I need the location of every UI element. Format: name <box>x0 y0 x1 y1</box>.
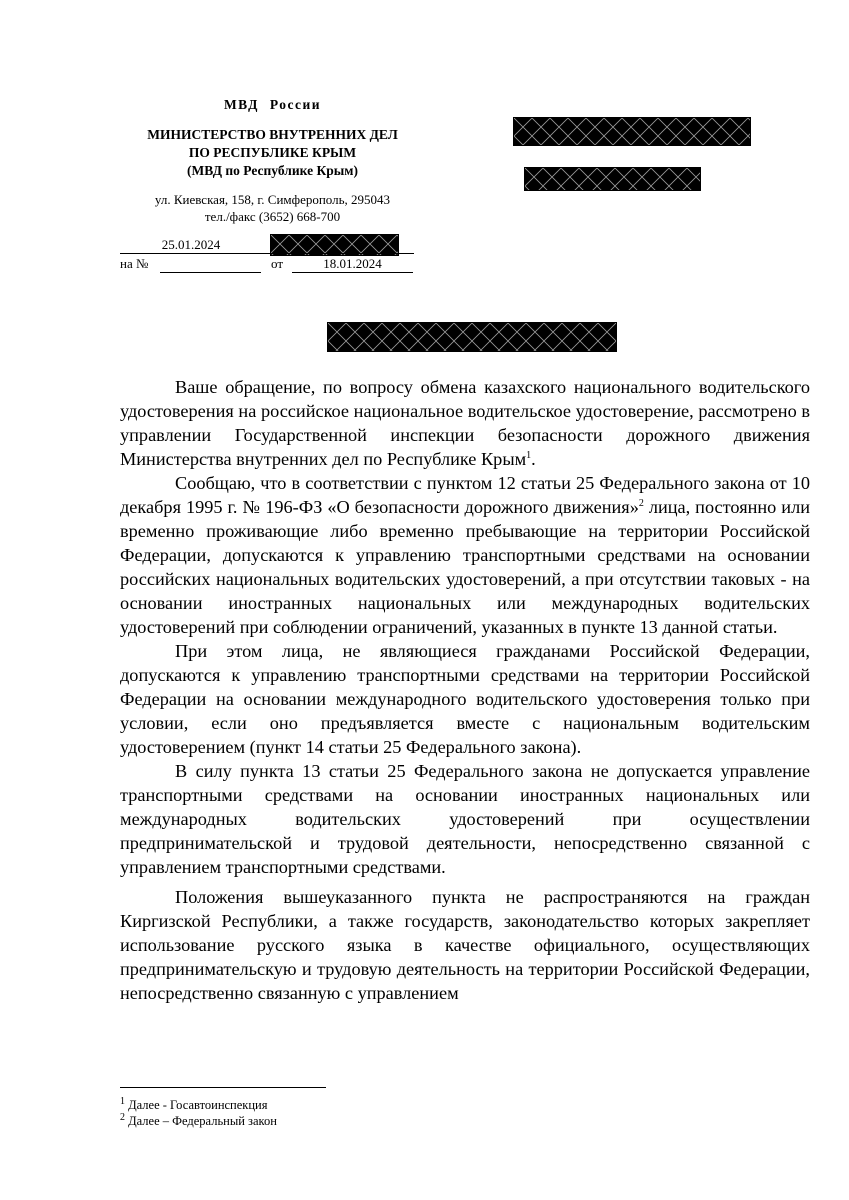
org-address: ул. Киевская, 158, г. Симферополь, 295043 <box>154 192 391 207</box>
org-short-name: МВД России <box>223 97 322 112</box>
paragraph-2 <box>120 471 810 639</box>
redacted-salutation <box>327 322 617 352</box>
footnote-2-number: 2 <box>120 1111 125 1123</box>
footnote-1-text: Далее - Госавтоинспекция <box>128 1098 268 1112</box>
reply-to-label: на № <box>120 256 149 271</box>
paragraph-4: В силу пункта 13 статьи 25 Федерального закона не допускается управление транспортными средствами на основании иностранных национальных или международных водительских удостоверений при осуществлении предпринимательской и трудовой деятельности, непосредственно связанной с управлением транспортными средствами. <box>120 761 810 877</box>
reply-to-number <box>160 256 261 273</box>
paragraph-1-text: Ваше обращение, по вопросу обмена казахского национального водительского удостоверения на российское национальное водительское удостоверение, рассмотрено в управлении Государственной инспекции безопасности дорожного движения Министерства внутренних дел по Республике Крым <box>120 377 810 469</box>
outgoing-number-line <box>262 237 414 254</box>
letter-body <box>120 375 810 1005</box>
paragraph-2-text-end: лица, постоянно или временно проживающие либо временно пребывающие на территории Российской Федерации, допускаются к управлению транспортными средствами на основании российских национальных водительских удостоверений, а при отсутствии таковых - на основании иностранных национальных или международных водительских удостоверений при соблюдении ограничений, указанных в пункте 13 данной статьи. <box>120 497 810 637</box>
footnote-ref-1: 1 <box>526 449 532 461</box>
redacted-addressee-line-1 <box>513 117 751 146</box>
org-full-name <box>115 126 430 180</box>
org-name-line-2: ПО РЕСПУБЛИКЕ КРЫМ <box>188 145 357 160</box>
footnote-1 <box>120 1097 277 1113</box>
from-date: 18.01.2024 <box>292 256 413 273</box>
org-name-line-1: МИНИСТЕРСТВО ВНУТРЕННИХ ДЕЛ <box>147 127 398 142</box>
paragraph-5: Положения вышеуказанного пункта не распространяются на граждан Киргизской Республики, а также государств, законодательство которых закрепляет использование русского языка в качестве официального, осуществляющих предпринимательскую и трудовую деятельность на территории Российской Федерации, непосредственно связанную с управлением <box>120 887 810 1003</box>
footnote-1-number: 1 <box>120 1095 125 1107</box>
paragraph-2-text-start: Сообщаю, что в соответствии с пунктом 12 статьи 25 Федерального закона от 10 декабря 1995 г. № 196-ФЗ «О безопасности дорожного движения» <box>120 473 810 517</box>
paragraph-1: Ваше обращение, по вопросу обмена казахского национального водительского удостоверения на российское национальное водительское удостоверение, рассмотрено в управлении Государственной инспекции безопасности дорожного движения Министерства внутренних дел по Республике Крым$^1$. <box>120 377 810 469</box>
redacted-addressee-line-2 <box>524 167 701 191</box>
footnote-2-text: Далее – Федеральный закон <box>128 1114 277 1128</box>
footnotes <box>120 1097 277 1129</box>
footnote-2 <box>120 1113 277 1129</box>
org-address-block <box>115 191 430 225</box>
org-name-line-3: (МВД по Республике Крым) <box>187 163 358 178</box>
org-phone: тел./факс (3652) 668-700 <box>204 209 341 224</box>
footnote-ref-2: 2 <box>638 497 644 509</box>
outgoing-date: 25.01.2024 <box>120 237 262 254</box>
from-label: от <box>271 256 284 271</box>
footnote-separator <box>120 1087 326 1088</box>
paragraph-3: При этом лица, не являющиеся гражданами Российской Федерации, допускаются к управлению транспортными средствами на территории Российской Федерации на основании международного водительского удостоверения только при условии, если оно предъявляется вместе с национальным водительским удостоверением (пункт 14 статьи 25 Федерального закона). <box>120 641 810 757</box>
